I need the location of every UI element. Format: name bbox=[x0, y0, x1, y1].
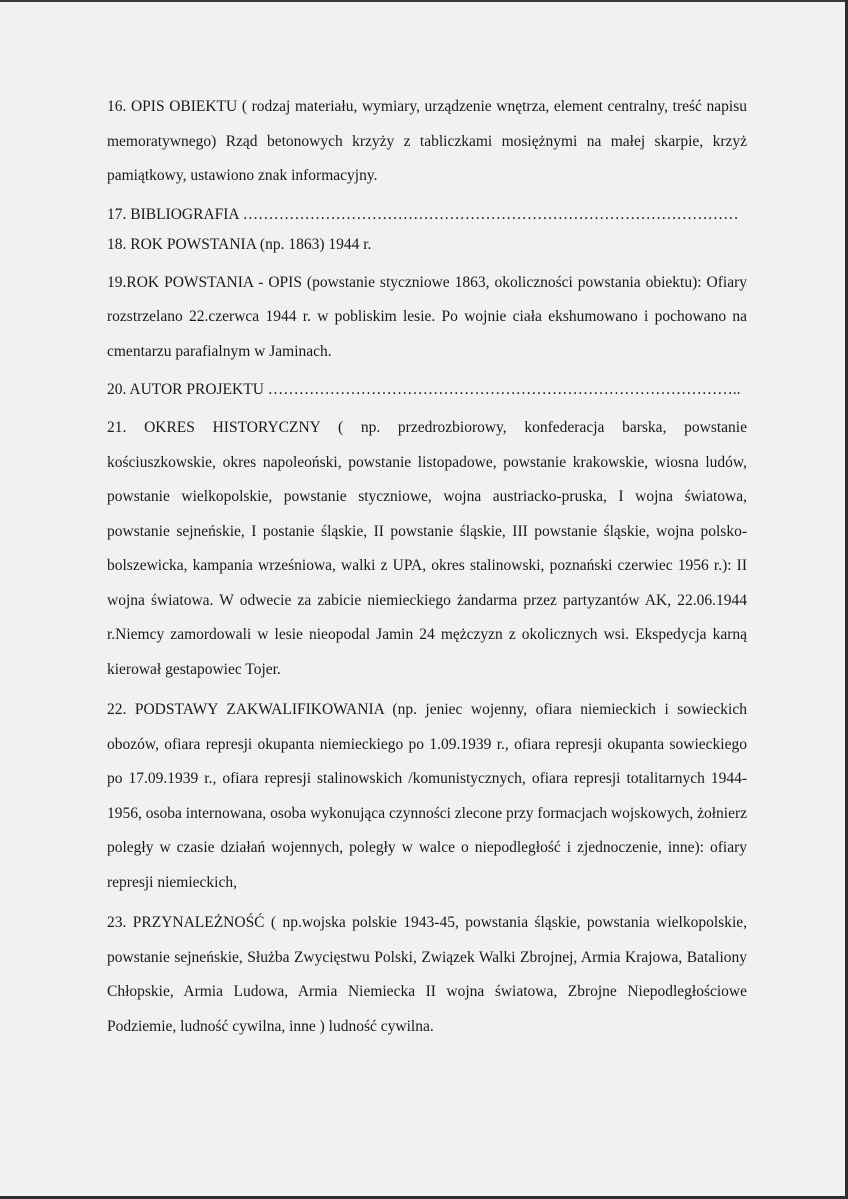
section-20-project-author: 20. AUTOR PROJEKTU ……………………………………………………………………………….. bbox=[107, 381, 741, 398]
section-22-qualification-basis: 22. PODSTAWY ZAKWALIFIKOWANIA (np. jeniec wojenny, ofiara niemieckich i sowieckich obozów, ofiara represji okupanta niemieckiego po 1.09.1939 r., ofiara represji okupanta sowieckiego po 17.09.1939 r., ofiara represji stalinowskich /komunistycznych, ofiara represji totalitarnych 1944-1956, osoba internowana, osoba wykonująca czynności zlecone przy formacjach wojskowych, żołnierz poległy w czasie działań wojennych, poległy w walce o niepodległość i zjednoczenie, inne): ofiary represji niemieckich, bbox=[107, 701, 748, 891]
section-21-historical-period: 21. OKRES HISTORYCZNY ( np. przedrozbiorowy, konfederacja barska, powstanie kościuszkowskie, okres napoleoński, powstanie listopadowe, powstanie krakowskie, wiosna ludów, powstanie wielkopolskie, powstanie styczniowe, wojna austriacko-pruska, I wojna światowa, powstanie sejneńskie, I postanie śląskie, II powstanie śląskie, III powstanie śląskie, wojna polsko-bolszewicka, kampania wrześniowa, walki z UPA, okres stalinowski, poznański czerwiec 1956 r.): II wojna światowa. W odwecie za zabicie niemieckiego żandarma przez partyzantów AK, 22.06.1944 r.Niemcy zamordowali w lesie nieopodal Jamin 24 mężczyzn z okolicznych wsi. Ekspedycja karną kierował gestapowiec Tojer. bbox=[107, 419, 747, 678]
scan-edge-top bbox=[0, 0, 848, 2]
section-17-bibliography: 17. BIBLIOGRAFIA …………………………………………………………………………………… bbox=[107, 205, 739, 223]
section-19-year-description: 19.ROK POWSTANIA - OPIS (powstanie styczniowe 1863, okoliczności powstania obiektu): Ofiary rozstrzelano 22.czerwca 1944 r. w pobliskim lesie. Po wojnie ciała ekshumowano i pochowano na cmentarzu parafialnym w Jaminach. bbox=[107, 273, 747, 360]
document-page bbox=[107, 90, 747, 1044]
section-18-year-created: 18. ROK POWSTANIA (np. 1863) 1944 r. bbox=[107, 235, 372, 253]
section-16-object-description: 16. OPIS OBIEKTU ( rodzaj materiału, wymiary, urządzenie wnętrza, element centralny, treść napisu memoratywnego) Rząd betonowych krzyży z tabliczkami mosiężnymi na małej skarpie, krzyż pamiątkowy, ustawiono znak informacyjny. bbox=[107, 98, 747, 184]
section-23-affiliation: 23. PRZYNALEŻNOŚĆ ( np.wojska polskie 1943-45, powstania śląskie, powstania wielkopolskie, powstanie sejneńskie, Służba Zwycięstwu Polski, Związek Walki Zbrojnej, Armia Krajowa, Bataliony Chłopskie, Armia Ludowa, Armia Niemiecka II wojna światowa, Zbrojne Niepodległościowe Podziemie, ludność cywilna, inne ) ludność cywilna. bbox=[107, 914, 747, 1035]
